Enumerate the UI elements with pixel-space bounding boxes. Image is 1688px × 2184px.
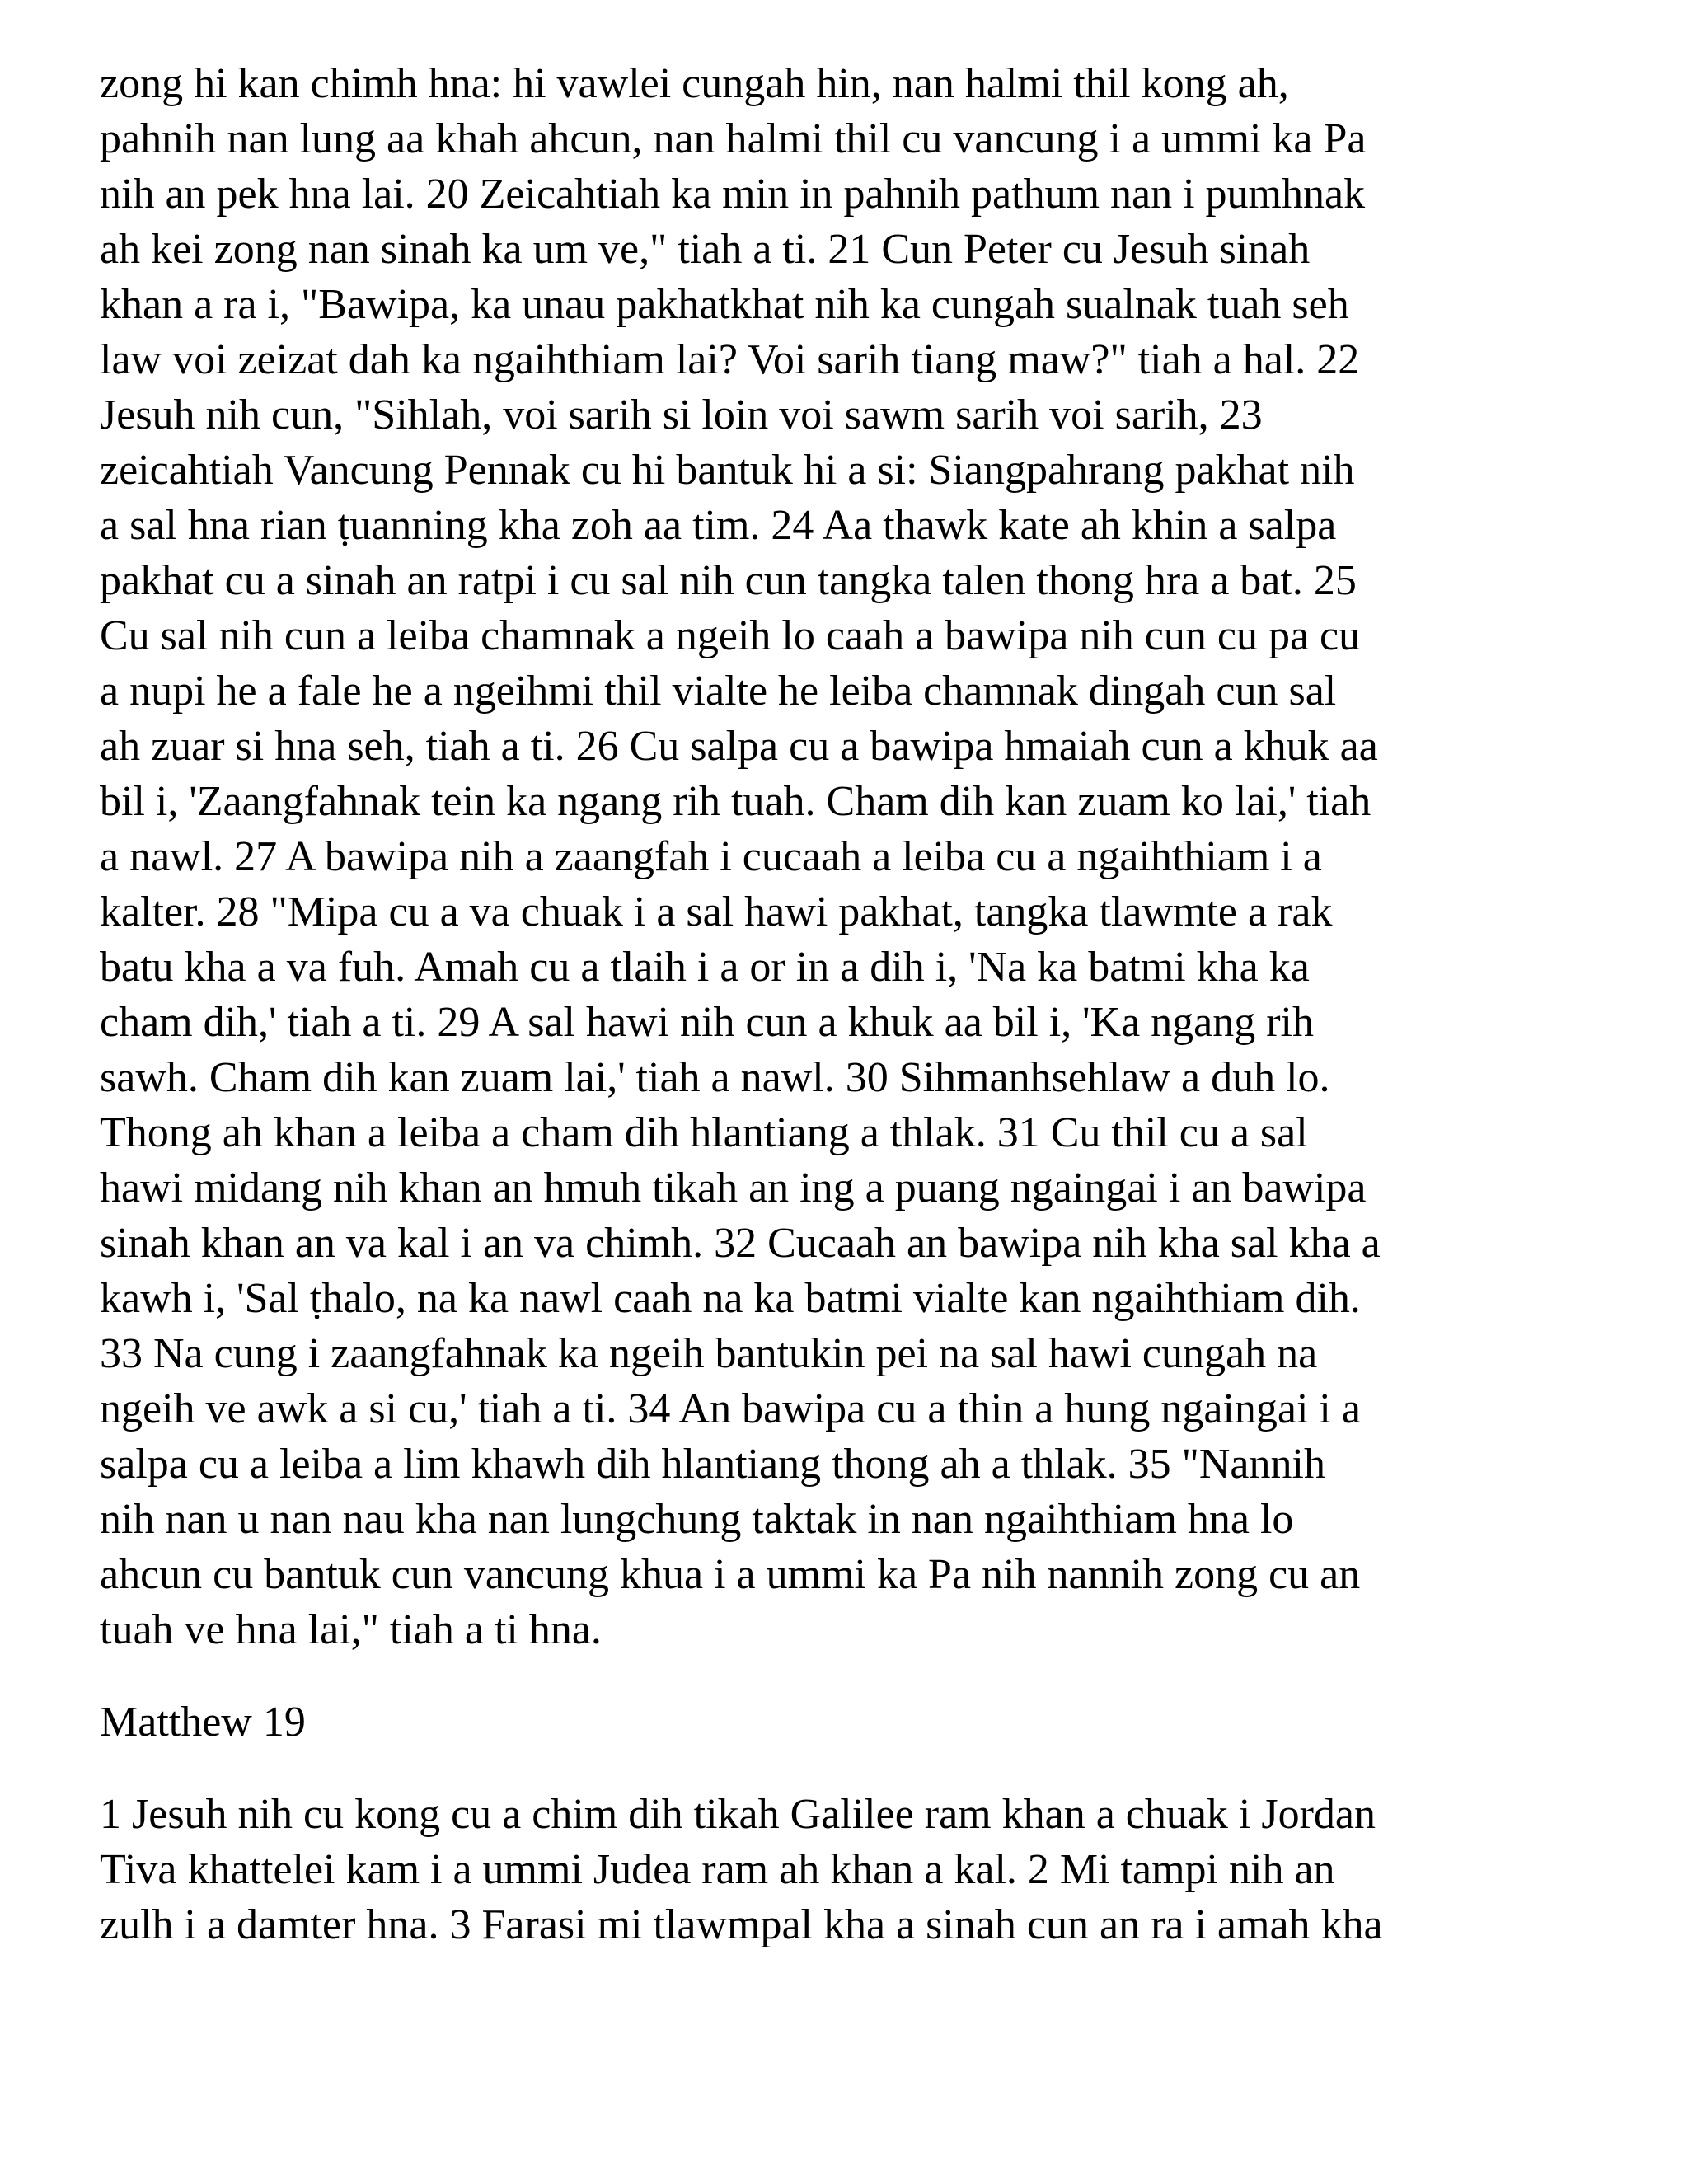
document-page — [100, 56, 1592, 1952]
text-line: Tiva khattelei kam i a ummi Judea ram ah khan a kal. 2 Mi tampi nih an — [100, 1846, 1335, 1893]
text-line: a nupi he a fale he a ngeihmi thil vialte he leiba chamnak dingah cun sal — [100, 668, 1337, 715]
text-line: Cu sal nih cun a leiba chamnak a ngeih lo caah a bawipa nih cun cu pa cu — [100, 612, 1361, 659]
text-line: ngeih ve awk a si cu,' tiah a ti. 34 An bawipa cu a thin a hung ngaingai i a — [100, 1385, 1361, 1432]
text-line: bil i, 'Zaangfahnak tein ka ngang rih tuah. Cham dih kan zuam ko lai,' tiah — [100, 778, 1372, 825]
text-line: sawh. Cham dih kan zuam lai,' tiah a nawl. 30 Sihmanhsehlaw a duh lo. — [100, 1054, 1330, 1101]
paragraph-matthew-19 — [100, 1787, 1592, 1952]
text-line: ah kei zong nan sinah ka um ve," tiah a ti. 21 Cun Peter cu Jesuh sinah — [100, 226, 1311, 273]
text-line: cham dih,' tiah a ti. 29 A sal hawi nih cun a khuk aa bil i, 'Ka ngang rih — [100, 999, 1314, 1046]
text-line: pakhat cu a sinah an ratpi i cu sal nih cun tangka talen thong hra a bat. 25 — [100, 557, 1357, 604]
chapter-heading — [100, 1694, 1592, 1750]
chapter-heading-text: Matthew 19 — [100, 1699, 306, 1746]
text-line: sinah khan an va kal i an va chimh. 32 Cucaah an bawipa nih kha sal kha a — [100, 1220, 1381, 1267]
text-line: salpa cu a leiba a lim khawh dih hlantiang thong ah a thlak. 35 "Nannih — [100, 1441, 1325, 1488]
text-line: khan a ra i, "Bawipa, ka unau pakhatkhat nih ka cungah sualnak tuah seh — [100, 281, 1349, 328]
text-line: law voi zeizat dah ka ngaihthiam lai? Voi sarih tiang maw?" tiah a hal. 22 — [100, 336, 1360, 383]
text-line: Jesuh nih cun, "Sihlah, voi sarih si loin voi sawm sarih voi sarih, 23 — [100, 391, 1263, 438]
text-line: 33 Na cung i zaangfahnak ka ngeih bantukin pei na sal hawi cungah na — [100, 1330, 1318, 1377]
text-line: batu kha a va fuh. Amah cu a tlaih i a or in a dih i, 'Na ka batmi kha ka — [100, 944, 1310, 991]
text-line: nih nan u nan nau kha nan lungchung taktak in nan ngaihthiam hna lo — [100, 1496, 1294, 1543]
paragraph-gap — [100, 1750, 1592, 1787]
text-line: hawi midang nih khan an hmuh tikah an ing a puang ngaingai i an bawipa — [100, 1165, 1367, 1212]
text-line: pahnih nan lung aa khah ahcun, nan halmi thil cu vancung i a ummi ka Pa — [100, 115, 1367, 162]
text-line: zulh i a damter hna. 3 Farasi mi tlawmpal kha a sinah cun an ra i amah kha — [100, 1901, 1383, 1948]
text-line: zeicahtiah Vancung Pennak cu hi bantuk hi a si: Siangpahrang pakhat nih — [100, 447, 1355, 494]
text-line: kalter. 28 "Mipa cu a va chuak i a sal hawi pakhat, tangka tlawmte a rak — [100, 888, 1333, 935]
text-line: 1 Jesuh nih cu kong cu a chim dih tikah Galilee ram khan a chuak i Jordan — [100, 1791, 1376, 1838]
paragraph-matthew-18 — [100, 56, 1592, 1657]
text-line: a nawl. 27 A bawipa nih a zaangfah i cucaah a leiba cu a ngaihthiam i a — [100, 833, 1322, 880]
text-line: a sal hna rian ṭuanning kha zoh aa tim. 24 Aa thawk kate ah khin a salpa — [100, 502, 1337, 549]
text-line: tuah ve hna lai," tiah a ti hna. — [100, 1606, 602, 1653]
text-line: ahcun cu bantuk cun vancung khua i a ummi ka Pa nih nannih zong cu an — [100, 1551, 1361, 1598]
text-line: Thong ah khan a leiba a cham dih hlantiang a thlak. 31 Cu thil cu a sal — [100, 1109, 1308, 1156]
text-line: zong hi kan chimh hna: hi vawlei cungah hin, nan halmi thil kong ah, — [100, 60, 1289, 107]
paragraph-gap — [100, 1657, 1592, 1694]
text-line: ah zuar si hna seh, tiah a ti. 26 Cu salpa cu a bawipa hmaiah cun a khuk aa — [100, 723, 1378, 770]
text-line: nih an pek hna lai. 20 Zeicahtiah ka min in pahnih pathum nan i pumhnak — [100, 171, 1366, 218]
text-line: kawh i, 'Sal ṭhalo, na ka nawl caah na ka batmi vialte kan ngaihthiam dih. — [100, 1275, 1361, 1322]
